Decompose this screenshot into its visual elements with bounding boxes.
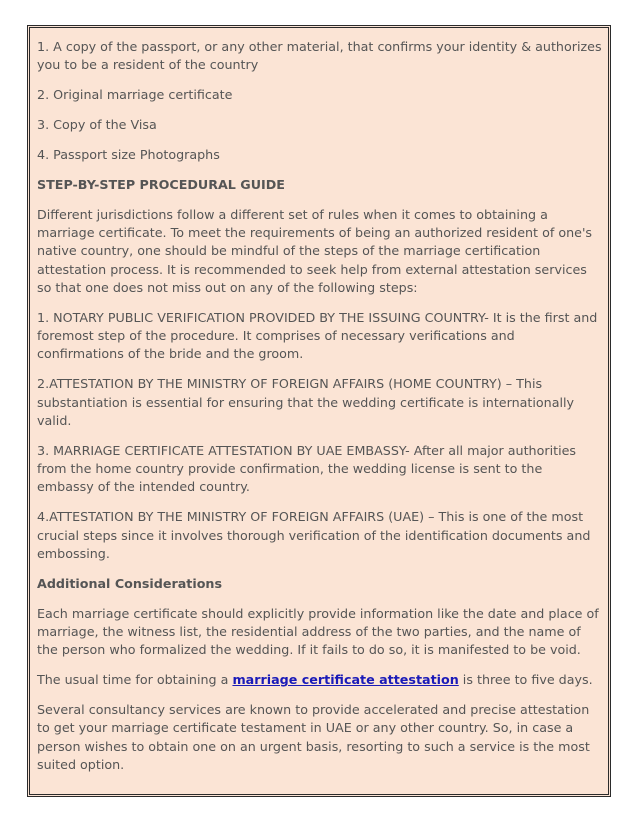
- heading-procedural-guide: STEP-BY-STEP PROCEDURAL GUIDE: [37, 176, 285, 192]
- step-1: 1. NOTARY PUBLIC VERIFICATION PROVIDED BY THE ISSUING COUNTRY- It is the first and foremost step of the procedure. It comprises of necessary verifications and confirmations of the bride and the groom.: [37, 309, 598, 362]
- requirement-3: 3. Copy of the Visa: [37, 117, 157, 133]
- attestation-link[interactable]: marriage certificate attestation: [232, 672, 459, 688]
- requirement-2: 2. Original marriage certificate: [37, 87, 233, 103]
- time-text-before: The usual time for obtaining a: [37, 672, 233, 688]
- step-3: 3. MARRIAGE CERTIFICATE ATTESTATION BY UAE EMBASSY- After all major authorities from the home country provide confirmation, the wedding license is sent to the embassy of the intended country.: [37, 442, 577, 495]
- step-4: 4.ATTESTATION BY THE MINISTRY OF FOREIGN AFFAIRS (UAE) – This is one of the most crucial steps since it involves thorough verification of the identification documents and embossing.: [37, 509, 591, 561]
- heading-additional-considerations: Additional Considerations: [37, 575, 223, 591]
- intro-paragraph: Different jurisdictions follow a different set of rules when it comes to obtaining a marriage certificate. To meet the requirements of being an authorized resident of one's native country, one should be mindful of the steps of the marriage certification attestation process. It is recommended to seek help from external attestation services so that one does not miss out on any of the following steps:: [37, 206, 593, 295]
- closing-paragraph: Several consultancy services are known to provide accelerated and precise attestation to get your marriage certificate testament in UAE or any other country. So, in case a person wishes to obtain one on an urgent basis, resorting to such a service is the most suited option.: [37, 702, 590, 772]
- document-body: [37, 38, 602, 786]
- step-2: 2.ATTESTATION BY THE MINISTRY OF FOREIGN AFFAIRS (HOME COUNTRY) – This substantiation is essential for ensuring that the wedding certificate is internationally valid.: [37, 376, 575, 428]
- requirement-4: 4. Passport size Photographs: [37, 146, 220, 162]
- requirement-1: 1. A copy of the passport, or any other material, that confirms your identity & authorizes you to be a resident of the country: [37, 39, 602, 73]
- time-paragraph: [37, 671, 602, 689]
- consideration-paragraph: Each marriage certificate should explicitly provide information like the date and place of marriage, the witness list, the residential address of the two parties, and the name of the person who formalized the wedding. If it fails to do so, it is manifested to be void.: [37, 605, 599, 658]
- time-text-after: is three to five days.: [458, 672, 593, 688]
